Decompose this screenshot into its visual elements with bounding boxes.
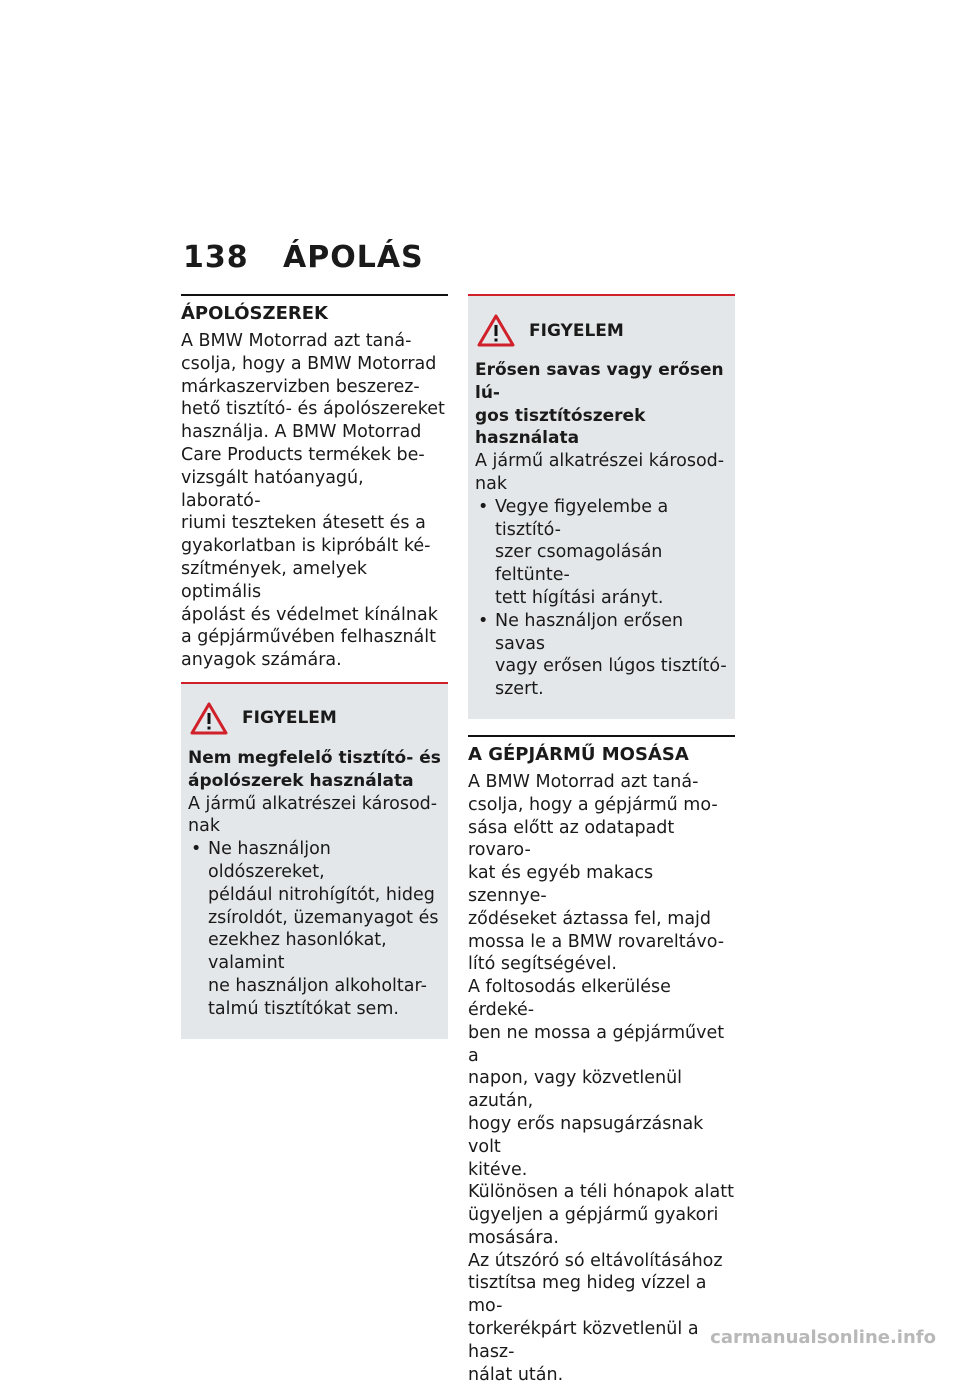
section-title-washing: A GÉPJÁRMŰ MOSÁSA [468, 743, 689, 765]
warning-hazard: Erősen savas vagy erősen lú- gos tisztítószerek használata [475, 360, 724, 449]
warning-header [188, 702, 442, 735]
section-title-care-products: ÁPOLÓSZEREK [181, 303, 328, 324]
page-header [183, 240, 424, 275]
warning-box-cleaners [181, 682, 448, 1039]
right-column [468, 294, 735, 1386]
warning-header [475, 314, 729, 347]
list-item: • Ne használjon oldószereket, például nitrohígítót, hideg zsíroldót, üzemanyagot és ezekhez hasonlókat, valamint ne használjon alkoholtar- talmú tisztítókat sem. [188, 838, 442, 1020]
left-column [181, 294, 448, 1039]
warning-measures [188, 838, 442, 1020]
warning-heading: FIGYELEM [529, 320, 624, 341]
washing-paragraph-4: Az útszóró só eltávolításához tisztítsa meg hideg vízzel a mo- torkerékpárt közvetlenül a hasz- nálat után. [468, 1250, 723, 1385]
list-item: • Ne használjon erősen savas vagy erősen lúgos tisztító- szert. [475, 610, 729, 701]
warning-box-acid-alkaline [468, 294, 735, 719]
page-title: ÁPOLÁS [283, 240, 424, 275]
page-number: 138 [183, 240, 249, 275]
list-item: • Vegye figyelembe a tisztító- szer csomagolásán feltünte- tett hígítási arányt. [475, 496, 729, 610]
washing-paragraph-3: Különösen a téli hónapok alatt ügyeljen a gépjármű gyakori mosására. [468, 1182, 734, 1248]
washing-paragraph-2: A foltosodás elkerülése érdeké- ben ne mossa a gépjárművet a napon, vagy közvetlenül azután, hogy erős napsugárzásnak volt kitéve. [468, 977, 725, 1180]
warning-measures [475, 496, 729, 701]
warning-triangle-icon [477, 314, 515, 347]
warning-heading: FIGYELEM [242, 708, 337, 729]
warning-triangle-icon [190, 702, 228, 735]
care-products-paragraph: A BMW Motorrad azt taná- csolja, hogy a BMW Motorrad márkaszervizben beszerez- hető tisztító- és ápolószereket használja. A BMW Motorrad Care Products termékek be- vizsgált hatóanyagú, laborató- riumi teszteken átesett és a gyakorlatban is kipróbált ké- szítmények, amelyek optimális ápolást és védelmet kínálnak a gépjárművében felhasznált anyagok számára. [181, 331, 445, 671]
watermark: carmanualsonline.info [710, 1327, 936, 1348]
section-divider [181, 294, 448, 296]
warning-consequence: A jármű alkatrészei károsod- nak [475, 451, 725, 494]
warning-hazard: Nem megfelelő tisztító- és ápolószerek használata [188, 747, 441, 791]
section-divider [468, 735, 735, 737]
warning-consequence: A jármű alkatrészei károsod- nak [188, 793, 438, 837]
washing-paragraph-1: A BMW Motorrad azt taná- csolja, hogy a gépjármű mo- sása előtt az odatapadt rovaro- kat és egyéb makacs szennye- ződéseket áztassa fel, majd mossa le a BMW rovareltávo- lító segítségével. [468, 771, 725, 975]
